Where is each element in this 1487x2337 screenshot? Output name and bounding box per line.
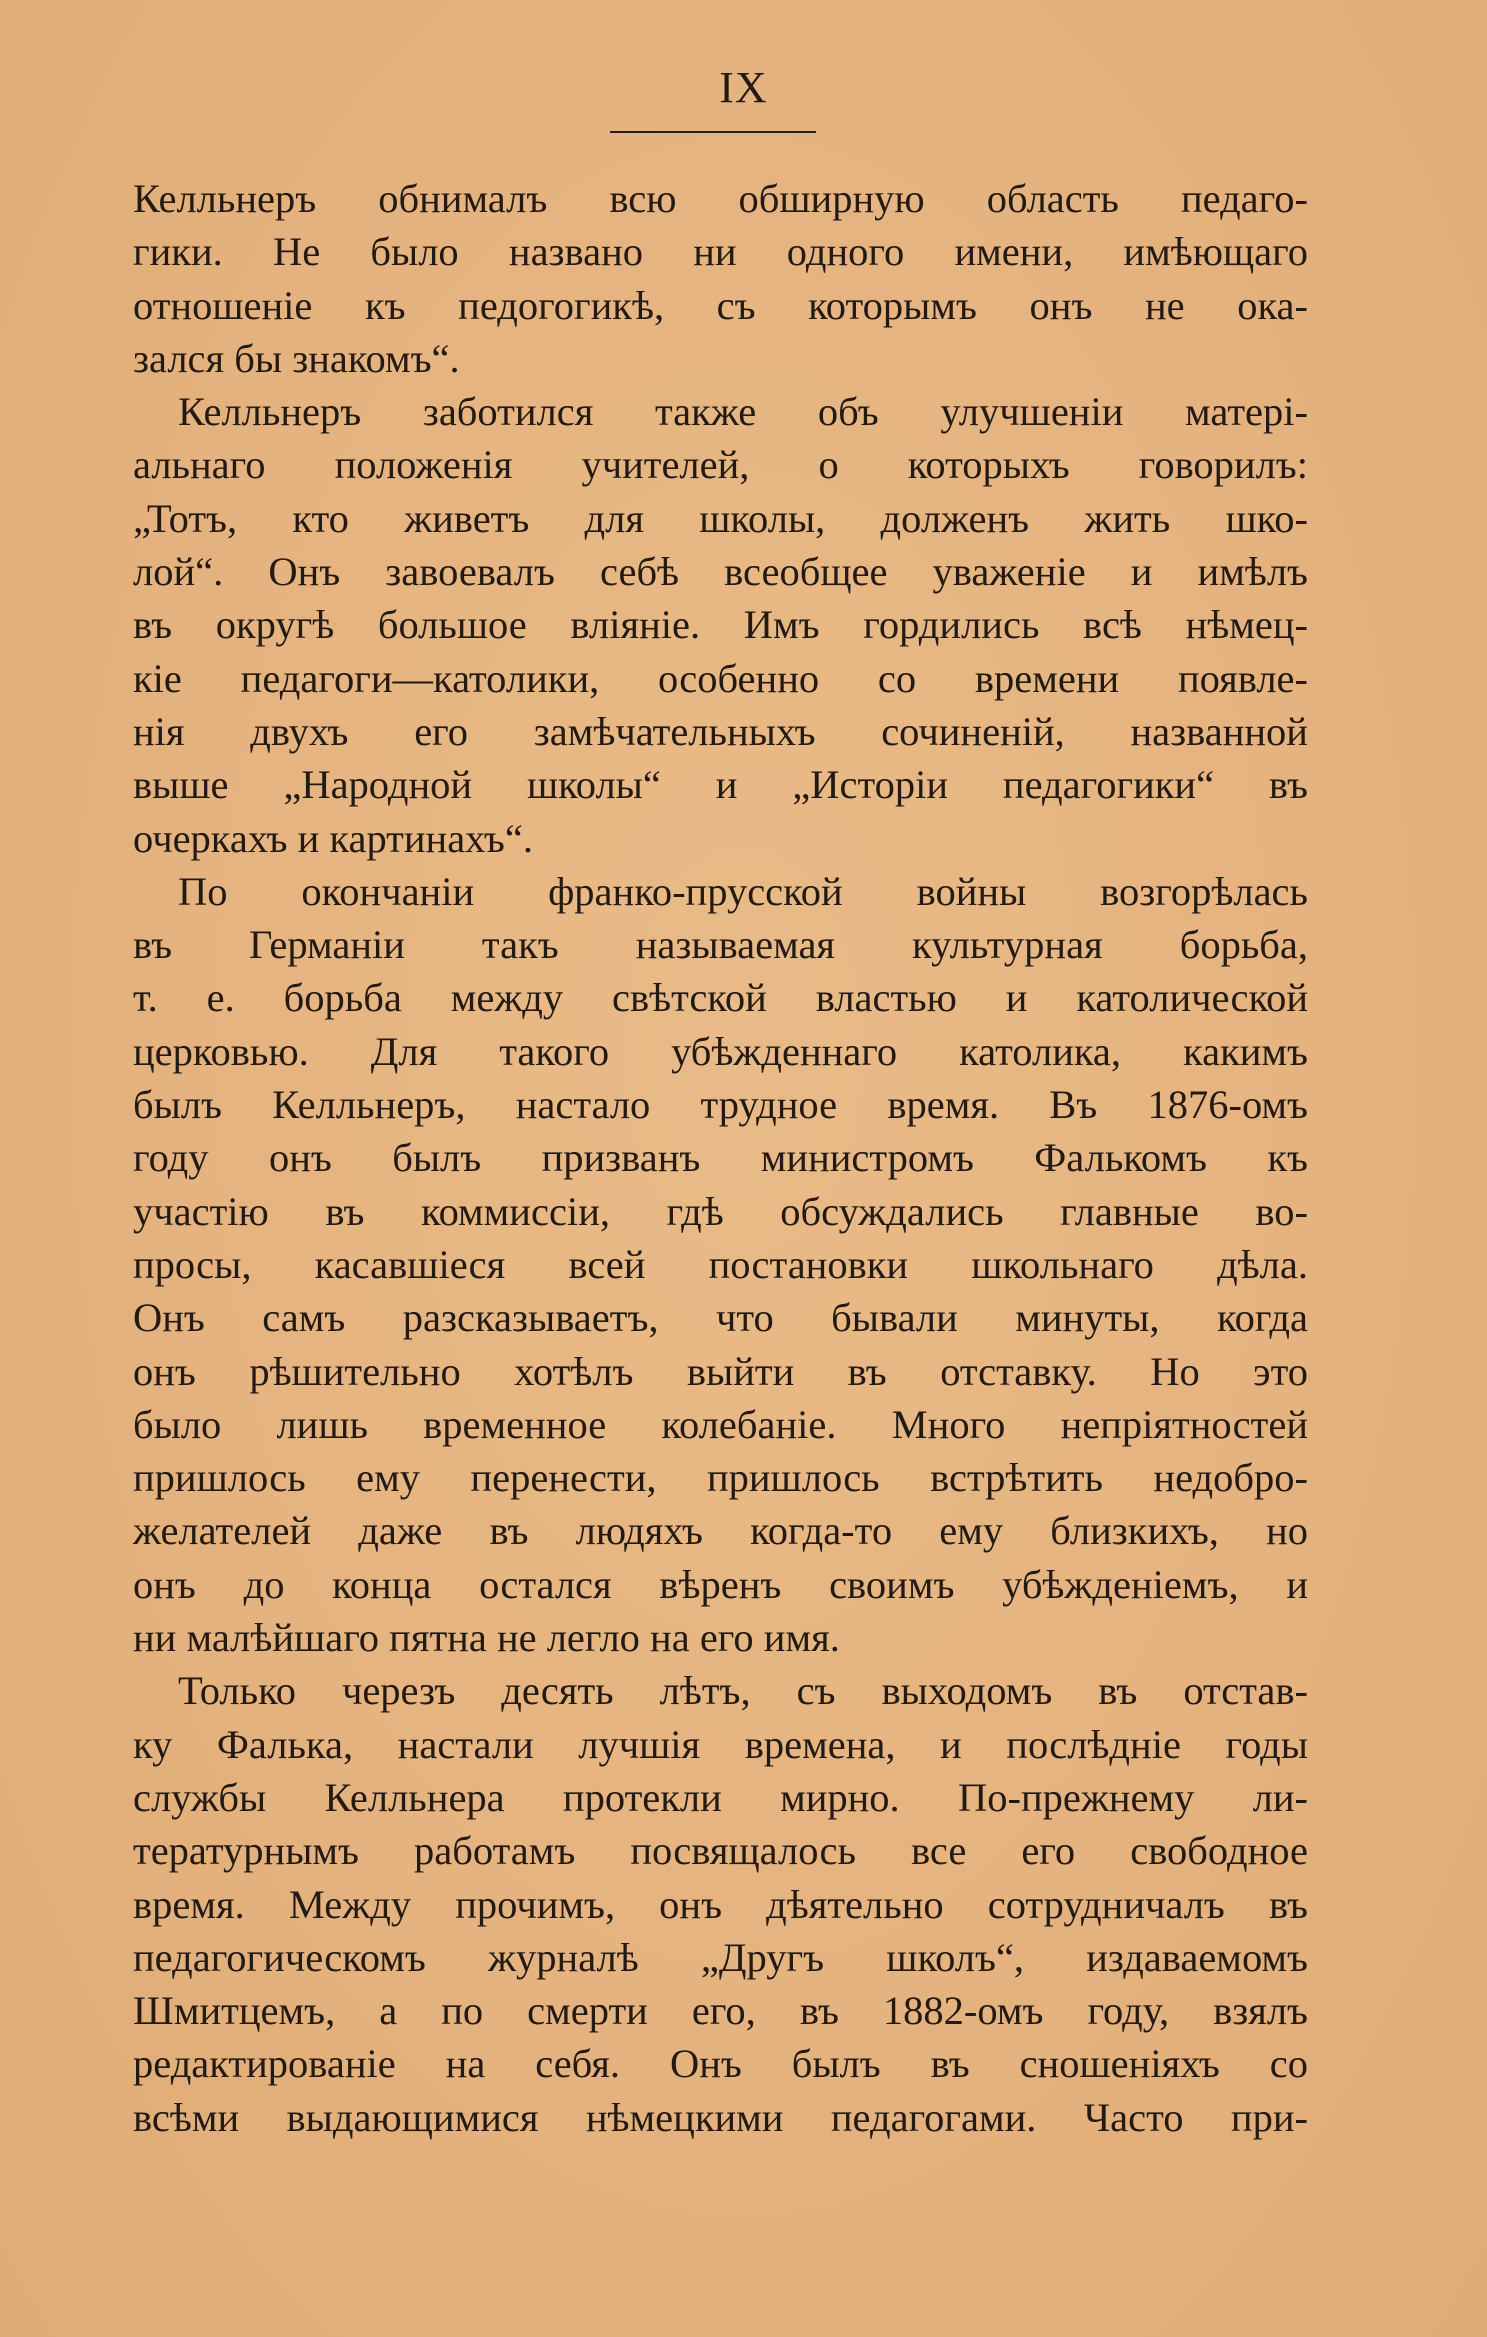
text-line: онъ до конца остался вѣренъ своимъ убѣжденіемъ, и xyxy=(133,1561,1308,1607)
text-line: ни малѣйшаго пятна не легло на его имя. xyxy=(133,1615,840,1661)
text-line: было лишь временное колебаніе. Много непріятностей xyxy=(133,1401,1308,1447)
text-line: время. Между прочимъ, онъ дѣятельно сотрудничалъ въ xyxy=(133,1881,1308,1927)
text-line: зался бы знакомъ“. xyxy=(133,335,460,381)
text-line: ку Фалька, настали лучшія времена, и послѣдніе годы xyxy=(133,1721,1308,1767)
text-line: педагогическомъ журналѣ „Другъ школъ“, издаваемомъ xyxy=(133,1934,1308,1980)
text-line: Келльнеръ заботился также объ улучшеніи матері- xyxy=(178,389,1308,435)
text-line: „Тотъ, кто живетъ для школы, долженъ жить шко- xyxy=(133,495,1308,541)
text-line: всѣми выдающимися нѣмецкими педагогами. Часто при- xyxy=(133,2094,1308,2140)
text-line: лой“. Онъ завоевалъ себѣ всеобщее уваженіе и имѣлъ xyxy=(133,549,1308,595)
text-line: въ Германіи такъ называемая культурная борьба, xyxy=(133,922,1308,968)
header-rule xyxy=(610,131,816,133)
text-line: нія двухъ его замѣчательныхъ сочиненій, названной xyxy=(133,708,1308,754)
text-line: альнаго положенія учителей, о которыхъ говорилъ: xyxy=(133,442,1308,488)
text-line: Онъ самъ разсказываетъ, что бывали минуты, когда xyxy=(133,1295,1308,1341)
text-line: Только черезъ десять лѣтъ, съ выходомъ въ отстав- xyxy=(178,1668,1308,1714)
text-line: По окончаніи франко-прусской войны возгорѣлась xyxy=(178,868,1308,914)
body-text xyxy=(133,172,1308,2144)
text-line: отношеніе къ педогогикѣ, съ которымъ онъ не ока- xyxy=(133,282,1308,328)
text-line: т. е. борьба между свѣтской властью и католической xyxy=(133,975,1308,1021)
text-line: службы Келльнера протекли мирно. По-прежнему ли- xyxy=(133,1774,1308,1820)
text-line: онъ рѣшительно хотѣлъ выйти въ отставку. Но это xyxy=(133,1348,1308,1394)
text-line: году онъ былъ призванъ министромъ Фалькомъ къ xyxy=(133,1135,1308,1181)
text-line: желателей даже въ людяхъ когда-то ему близкихъ, но xyxy=(133,1508,1308,1554)
text-line: былъ Келльнеръ, настало трудное время. Въ 1876-омъ xyxy=(133,1082,1308,1128)
text-line: гики. Не было названо ни одного имени, имѣющаго xyxy=(133,229,1308,275)
page-number: IX xyxy=(719,63,768,112)
text-line: редактированіе на себя. Онъ былъ въ сношеніяхъ со xyxy=(133,2041,1308,2087)
text-line: Келльнеръ обнималъ всю обширную область педаго- xyxy=(133,176,1308,221)
text-line: церковью. Для такого убѣжденнаго католика, какимъ xyxy=(133,1028,1308,1074)
text-line: участію въ коммиссіи, гдѣ обсуждались главные во- xyxy=(133,1188,1308,1234)
text-line: тературнымъ работамъ посвящалось все его свободное xyxy=(133,1828,1308,1874)
text-line: очеркахъ и картинахъ“. xyxy=(133,815,533,861)
text-line: въ округѣ большое вліяніе. Имъ гордились всѣ нѣмец- xyxy=(133,602,1308,648)
text-line: пришлось ему перенести, пришлось встрѣтить недобро- xyxy=(133,1455,1308,1501)
text-line: Шмитцемъ, а по смерти его, въ 1882-омъ году, взялъ xyxy=(133,1988,1308,2034)
text-line: выше „Народной школы“ и „Исторіи педагогики“ въ xyxy=(133,762,1308,808)
text-line: кіе педагоги—католики, особенно со времени появле- xyxy=(133,655,1308,701)
text-line: просы, касавшіеся всей постановки школьнаго дѣла. xyxy=(133,1241,1308,1287)
